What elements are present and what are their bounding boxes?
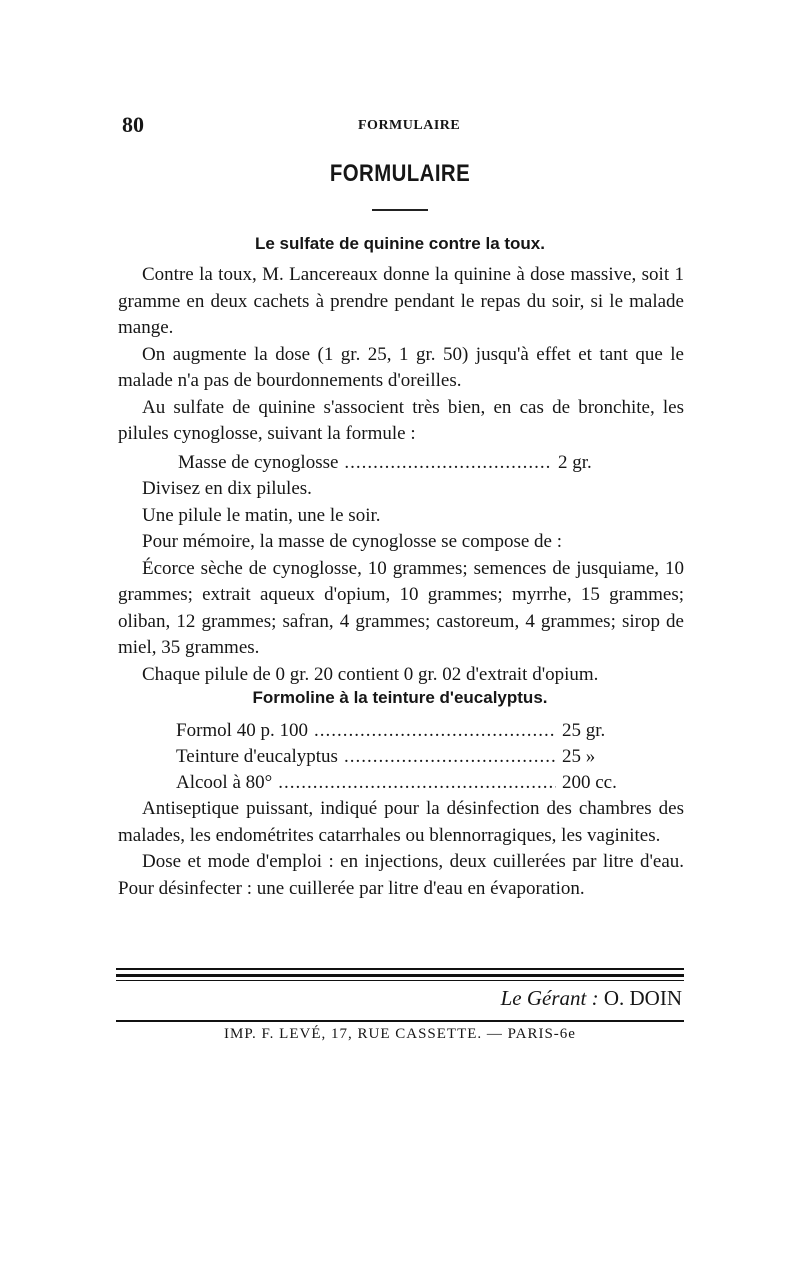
section-body-quinine	[118, 262, 684, 448]
running-head: FORMULAIRE	[358, 118, 461, 133]
paragraph: Divisez en dix pilules.	[142, 478, 312, 499]
recipe-quantity: 2 gr.	[558, 452, 592, 473]
recipe-quantity: 25 »	[562, 746, 596, 767]
recipe-line	[178, 450, 624, 476]
recipe-ingredient: Formol 40 p. 100	[176, 720, 308, 741]
signature	[501, 986, 682, 1011]
paragraph: Antiseptique puissant, indiqué pour la désinfection des chambres des malades, les endométrites catarrhales ou blennorragiques, les vaginites.	[118, 798, 684, 846]
section-heading-formoline: Formoline à la teinture d'eucalyptus.	[252, 688, 548, 707]
recipe-formoline	[176, 718, 628, 796]
section-body-quinine-continued	[118, 476, 684, 688]
dot-leader	[278, 770, 556, 796]
section-body-formoline	[118, 796, 684, 902]
signature-name: O. DOIN	[603, 986, 682, 1010]
footer-rule	[116, 968, 684, 970]
dot-leader	[344, 744, 556, 770]
footer-rule	[116, 980, 684, 981]
paragraph: Chaque pilule de 0 gr. 20 contient 0 gr. 02 d'extrait d'opium.	[142, 663, 599, 685]
page-header	[122, 112, 682, 142]
paragraph: Dose et mode d'emploi : en injections, deux cuillerées par litre d'eau. Pour désinfecter : une cuillerée par litre d'eau en évaporation.	[118, 851, 684, 899]
paragraph: Contre la toux, M. Lancereaux donne la quinine à dose massive, soit 1 gramme en deux cachets à prendre pendant le repas du soir, si le malade mange.	[118, 264, 684, 338]
recipe-ingredient: Alcool à 80°	[176, 772, 273, 793]
paragraph: Écorce sèche de cynoglosse, 10 grammes; semences de jusquiame, 10 grammes; extrait aqueux d'opium, 10 grammes; myrrhe, 15 grammes; oliban, 12 grammes; safran, 4 grammes; castoreum, 4 grammes; sirop de miel, 35 grammes.	[118, 557, 684, 658]
footer-rule	[116, 974, 684, 977]
recipe-line	[176, 718, 628, 744]
recipe-quantity: 25 gr.	[562, 720, 606, 741]
recipe-cynoglosse	[178, 450, 624, 476]
paragraph: Pour mémoire, la masse de cynoglosse se compose de :	[142, 531, 563, 552]
signature-role: Le Gérant :	[500, 986, 599, 1010]
recipe-ingredient: Masse de cynoglosse	[178, 452, 339, 473]
title-rule	[372, 209, 428, 211]
section-heading-quinine: Le sulfate de quinine contre la toux.	[255, 234, 545, 253]
recipe-ingredient: Teinture d'eucalyptus	[176, 746, 338, 767]
paragraph: Une pilule le matin, une le soir.	[142, 504, 381, 526]
page-title: FORMULAIRE	[329, 160, 471, 187]
printer-imprint: IMP. F. LEVÉ, 17, RUE CASSETTE. — PARIS-6e	[224, 1026, 576, 1042]
paragraph: On augmente la dose (1 gr. 25, 1 gr. 50) jusqu'à effet et tant que le malade n'a pas de bourdonnements d'oreilles.	[118, 343, 684, 391]
recipe-quantity: 200 cc.	[562, 772, 617, 793]
paragraph: Au sulfate de quinine s'associent très bien, en cas de bronchite, les pilules cynoglosse, suivant la formule :	[118, 396, 684, 444]
dot-leader	[314, 718, 556, 744]
page-number: 80	[122, 112, 144, 137]
recipe-line	[176, 770, 628, 796]
imprint-rule	[116, 1020, 684, 1022]
dot-leader	[344, 450, 552, 476]
recipe-line	[176, 744, 628, 770]
